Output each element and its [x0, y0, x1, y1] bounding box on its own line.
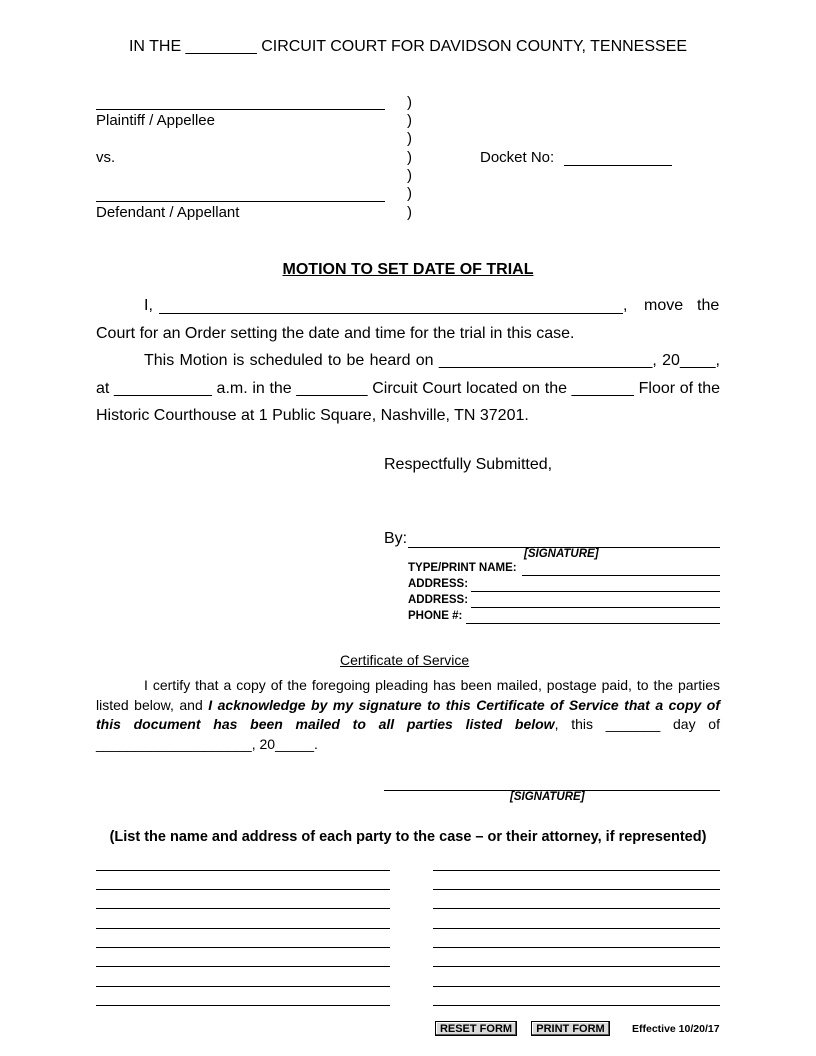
defendant-label: Defendant / Appellant	[96, 204, 240, 221]
party-line[interactable]	[433, 947, 720, 948]
movant-name-field[interactable]	[159, 313, 623, 314]
paren: )	[407, 185, 412, 202]
phone-label: PHONE #:	[408, 610, 463, 622]
party-line[interactable]	[433, 986, 720, 987]
party-line[interactable]	[433, 1005, 720, 1006]
party-line[interactable]	[96, 1005, 390, 1006]
hearing-time-location-line: at ___________ a.m. in the ________ Circuit Court located on the _______ Floor of the	[96, 380, 720, 397]
party-line[interactable]	[96, 928, 390, 929]
docket-label: Docket No:	[480, 149, 555, 166]
motion-paragraph-1-line-2: Court for an Order setting the date and time for the trial in this case.	[96, 325, 575, 342]
certificate-text-bold: I acknowledge by my signature to this Certificate of Service that a copy of this document has been mailed to all parties listed below	[96, 696, 721, 732]
certificate-text-end: , this _______ day of ____________________, 20_____.	[96, 716, 720, 752]
party-line[interactable]	[96, 889, 390, 890]
signature-caption: [SIGNATURE]	[524, 548, 599, 560]
type-print-name-field[interactable]	[522, 575, 720, 576]
parties-instruction: (List the name and address of each party to the case – or their attorney, if represented)	[109, 829, 707, 845]
party-line[interactable]	[433, 966, 720, 967]
paren: )	[407, 204, 412, 221]
party-line[interactable]	[96, 870, 390, 871]
vs-label: vs.	[96, 149, 116, 166]
motion-title: MOTION TO SET DATE OF TRIAL	[282, 261, 534, 278]
party-line[interactable]	[433, 928, 720, 929]
movant-comma: ,	[623, 297, 628, 314]
paren: )	[407, 167, 412, 184]
movant-prefix: I,	[144, 297, 153, 314]
move-word: move	[644, 297, 684, 314]
defendant-name-line[interactable]	[96, 201, 385, 202]
certificate-text-start: I certify that a copy of the foregoing pleading has been mailed, postage paid, to the parties listed below, and	[96, 677, 720, 713]
hearing-date-line: This Motion is scheduled to be heard on ________________________, 20____,	[144, 352, 720, 369]
address1-field[interactable]	[471, 591, 720, 592]
effective-date: Effective 10/20/17	[632, 1023, 720, 1035]
paren: )	[407, 112, 412, 129]
respectfully-submitted: Respectfully Submitted,	[384, 456, 553, 473]
party-line[interactable]	[433, 908, 720, 909]
party-line[interactable]	[433, 889, 720, 890]
party-line[interactable]	[96, 966, 390, 967]
the-word: the	[697, 297, 720, 314]
reset-form-button[interactable]: RESET FORM	[435, 1021, 517, 1036]
certificate-text	[96, 676, 720, 754]
paren: )	[407, 130, 412, 147]
certificate-heading: Certificate of Service	[340, 652, 470, 668]
plaintiff-name-line[interactable]	[96, 109, 385, 110]
type-print-name-label: TYPE/PRINT NAME:	[408, 562, 517, 574]
party-line[interactable]	[96, 986, 390, 987]
party-line[interactable]	[96, 947, 390, 948]
address2-label: ADDRESS:	[408, 594, 469, 606]
address2-field[interactable]	[471, 607, 720, 608]
docket-number-field[interactable]	[564, 165, 672, 166]
paren: )	[407, 94, 412, 111]
phone-field[interactable]	[466, 623, 720, 624]
party-line[interactable]	[96, 908, 390, 909]
court-header: IN THE ________ CIRCUIT COURT FOR DAVIDSON COUNTY, TENNESSEE	[128, 38, 688, 55]
plaintiff-label: Plaintiff / Appellee	[96, 112, 215, 129]
party-line[interactable]	[433, 870, 720, 871]
certificate-signature-caption: [SIGNATURE]	[510, 791, 585, 803]
by-label: By:	[384, 530, 408, 547]
print-form-button[interactable]: PRINT FORM	[531, 1021, 610, 1036]
paren: )	[407, 149, 412, 166]
courthouse-address-line: Historic Courthouse at 1 Public Square, Nashville, TN 37201.	[96, 407, 529, 424]
address1-label: ADDRESS:	[408, 578, 469, 590]
